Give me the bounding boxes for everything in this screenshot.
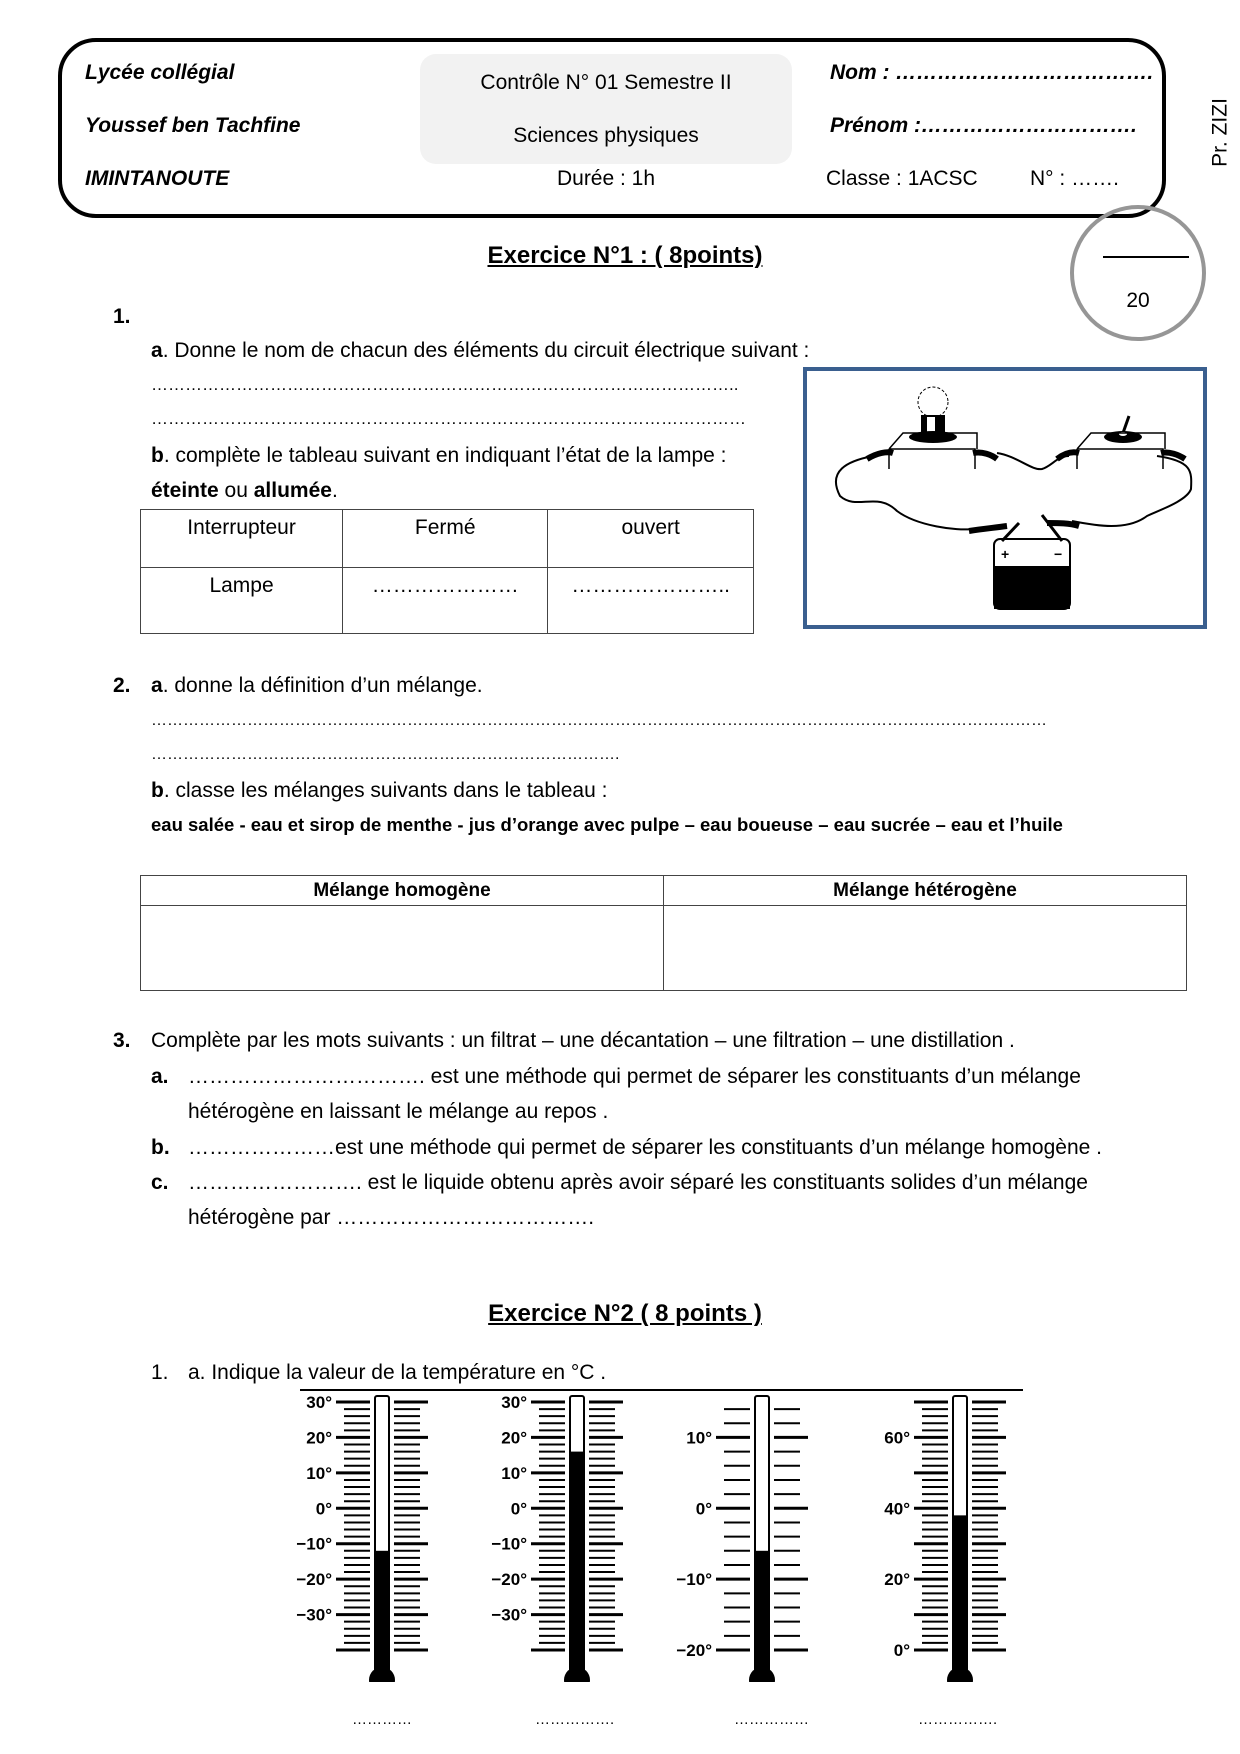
- q2a-answer-line1[interactable]: ……………………………………………………………………………………………………………………………………………………: [151, 712, 1047, 729]
- thermometer-label: −20°: [296, 1570, 332, 1590]
- thermometer-bulb: [369, 1667, 395, 1682]
- q1a-question: . Donne le nom de chacun des éléments du circuit électrique suivant :: [162, 339, 810, 362]
- exam-title: Contrôle N° 01 Semestre II: [480, 71, 732, 94]
- table-header: Mélange hétérogène: [663, 876, 1186, 906]
- q2b-text: [151, 780, 607, 801]
- classe: Classe : 1ACSC: [826, 167, 978, 190]
- thermometer-bulb: [564, 1667, 590, 1682]
- school-line2: Youssef ben Tachfine: [85, 114, 301, 137]
- q3c-line2[interactable]: hétérogène par ……………………………….: [188, 1206, 595, 1229]
- thermometers-figure: [280, 1392, 1040, 1682]
- q2a-answer-line2[interactable]: …………………………………………………………………………….: [151, 746, 620, 763]
- thermometer-label: 0°: [510, 1499, 527, 1519]
- lamp-state-table: [140, 509, 754, 634]
- q3c-label: c.: [151, 1171, 169, 1194]
- q3c-line1[interactable]: ……………………. est le liquide obtenu après avoir séparé les constituants solides d’un mélange: [188, 1171, 1088, 1194]
- thermometer-3-answer[interactable]: ……………: [734, 1711, 809, 1728]
- lamp-icon: [867, 387, 997, 469]
- thermometer-label: 0°: [695, 1499, 712, 1519]
- q2b-label: b: [151, 779, 164, 802]
- q3a-line1[interactable]: ……………………………. est une méthode qui permet de séparer les constituants d’un mélange: [188, 1065, 1081, 1088]
- q1-number: 1.: [113, 305, 131, 328]
- q1a-answer-line2[interactable]: ……………………………………………………………………………………………: [151, 409, 746, 428]
- prenom-field[interactable]: Prénom :………………………….: [830, 114, 1137, 137]
- thermometer-label: −30°: [296, 1605, 332, 1625]
- thermometer-label: 30°: [501, 1393, 527, 1412]
- thermometer-label: 20°: [501, 1428, 527, 1448]
- thermometer-label: 30°: [306, 1393, 332, 1412]
- thermometer-label: −10°: [296, 1534, 332, 1554]
- q3-number: 3.: [113, 1029, 131, 1052]
- thermometer-rule: [300, 1389, 1023, 1391]
- thermometer-label: 0°: [315, 1499, 332, 1519]
- duration: Durée : 1h: [556, 167, 656, 190]
- circuit-diagram: [803, 367, 1207, 629]
- answer-cell-ouvert[interactable]: …………………..: [548, 568, 754, 634]
- thermometer-label: 10°: [306, 1463, 332, 1483]
- wire-right: [1072, 456, 1191, 526]
- table-cell: Interrupteur: [141, 510, 343, 568]
- table-cell: Fermé: [343, 510, 548, 568]
- svg-text:−: −: [1054, 546, 1063, 562]
- homogene-answer-cell[interactable]: [141, 906, 664, 991]
- teacher-name: Pr. ZIZI: [1208, 98, 1232, 167]
- q1a-label: a: [151, 339, 163, 362]
- q1b-question: . complète le tableau suivant en indiquant l’état de la lampe :: [163, 444, 727, 467]
- table-row: [141, 568, 754, 634]
- q1b-label: b: [151, 444, 164, 467]
- circuit-drawing: [807, 371, 1203, 625]
- school-line1: Lycée collégial: [85, 61, 235, 84]
- thermometer-liquid: [755, 1551, 769, 1680]
- score-denominator: 20: [1126, 289, 1150, 312]
- svg-text:+: +: [1001, 546, 1010, 562]
- answer-cell-ferme[interactable]: …………………: [343, 568, 548, 634]
- ex2-q1-number: 1.: [151, 1361, 169, 1384]
- thermometer-liquid: [570, 1452, 584, 1680]
- table-cell: ouvert: [548, 510, 754, 568]
- exercise1-title: Exercice N°1 : ( 8points): [487, 242, 763, 269]
- thermometer-liquid: [953, 1515, 967, 1680]
- mixture-table: [140, 875, 1187, 991]
- school-line3: IMINTANOUTE: [85, 167, 230, 190]
- q1a-text: [151, 340, 809, 361]
- q3-intro: Complète par les mots suivants : un filtrat – une décantation – une filtration – une distillation .: [151, 1029, 1015, 1052]
- mixtures-list: eau salée - eau et sirop de menthe - jus d’orange avec pulpe – eau boueuse – eau sucrée – eau et l’huile: [151, 814, 1063, 835]
- battery-icon: [969, 515, 1079, 609]
- thermometer-label: −10°: [676, 1570, 712, 1590]
- table-row: [141, 510, 754, 568]
- table-cell: Lampe: [141, 568, 343, 634]
- q2-number: 2.: [113, 674, 131, 697]
- ex2-q1-text: a. Indique la valeur de la température en °C .: [188, 1361, 607, 1384]
- exercise2-title: Exercice N°2 ( 8 points ): [488, 1300, 762, 1327]
- thermometer-liquid: [375, 1551, 389, 1680]
- switch-icon: [1057, 416, 1185, 469]
- or-text: ou: [218, 479, 254, 502]
- q1a-answer-line1[interactable]: …………………………………………………………………………………………..: [151, 375, 739, 394]
- q2a-text: [151, 675, 483, 696]
- q3a-line2: hétérogène en laissant le mélange au repos .: [188, 1100, 609, 1123]
- q1b-states: [151, 480, 338, 501]
- q2b-question: . classe les mélanges suivants dans le tableau :: [163, 779, 608, 802]
- thermometer-label: −20°: [491, 1570, 527, 1590]
- q1b-text: [151, 445, 727, 466]
- period: .: [331, 479, 338, 502]
- state-allumee: allumée: [253, 479, 332, 502]
- q2a-label: a: [151, 674, 163, 697]
- thermometer-label: 0°: [893, 1641, 910, 1660]
- table-row: [141, 876, 1187, 906]
- thermometer-bulb: [749, 1667, 775, 1682]
- subject: Sciences physiques: [513, 124, 699, 147]
- wire-left: [836, 456, 972, 529]
- thermometer-label: 40°: [884, 1499, 910, 1519]
- q3b-label: b.: [151, 1136, 170, 1159]
- thermometer-label: 20°: [884, 1570, 910, 1590]
- state-eteinte: éteinte: [151, 479, 219, 502]
- thermometer-label: 10°: [501, 1463, 527, 1483]
- thermometer-label: −10°: [491, 1534, 527, 1554]
- q3b-line1[interactable]: …………………est une méthode qui permet de séparer les constituants d’un mélange homogène .: [188, 1136, 1102, 1159]
- q2a-question: . donne la définition d’un mélange.: [162, 674, 483, 697]
- thermometer-label: −20°: [676, 1641, 712, 1660]
- numero-field[interactable]: N° : …….: [1030, 167, 1119, 190]
- table-row: [141, 906, 1187, 991]
- nom-field[interactable]: Nom : ……………………………….: [830, 61, 1154, 84]
- heterogene-answer-cell[interactable]: [663, 906, 1186, 991]
- thermometer-bulb: [947, 1667, 973, 1682]
- thermometer-label: −30°: [491, 1605, 527, 1625]
- thermometer-label: 10°: [686, 1428, 712, 1448]
- thermometer-4-answer[interactable]: …………….: [918, 1711, 998, 1728]
- thermometer-label: 60°: [884, 1428, 910, 1448]
- table-header: Mélange homogène: [141, 876, 664, 906]
- thermometer-1-answer[interactable]: …………: [352, 1711, 412, 1728]
- q3a-label: a.: [151, 1065, 169, 1088]
- thermometer-2-answer[interactable]: …………….: [535, 1711, 615, 1728]
- score-circle: [1070, 205, 1206, 341]
- thermometer-label: 20°: [306, 1428, 332, 1448]
